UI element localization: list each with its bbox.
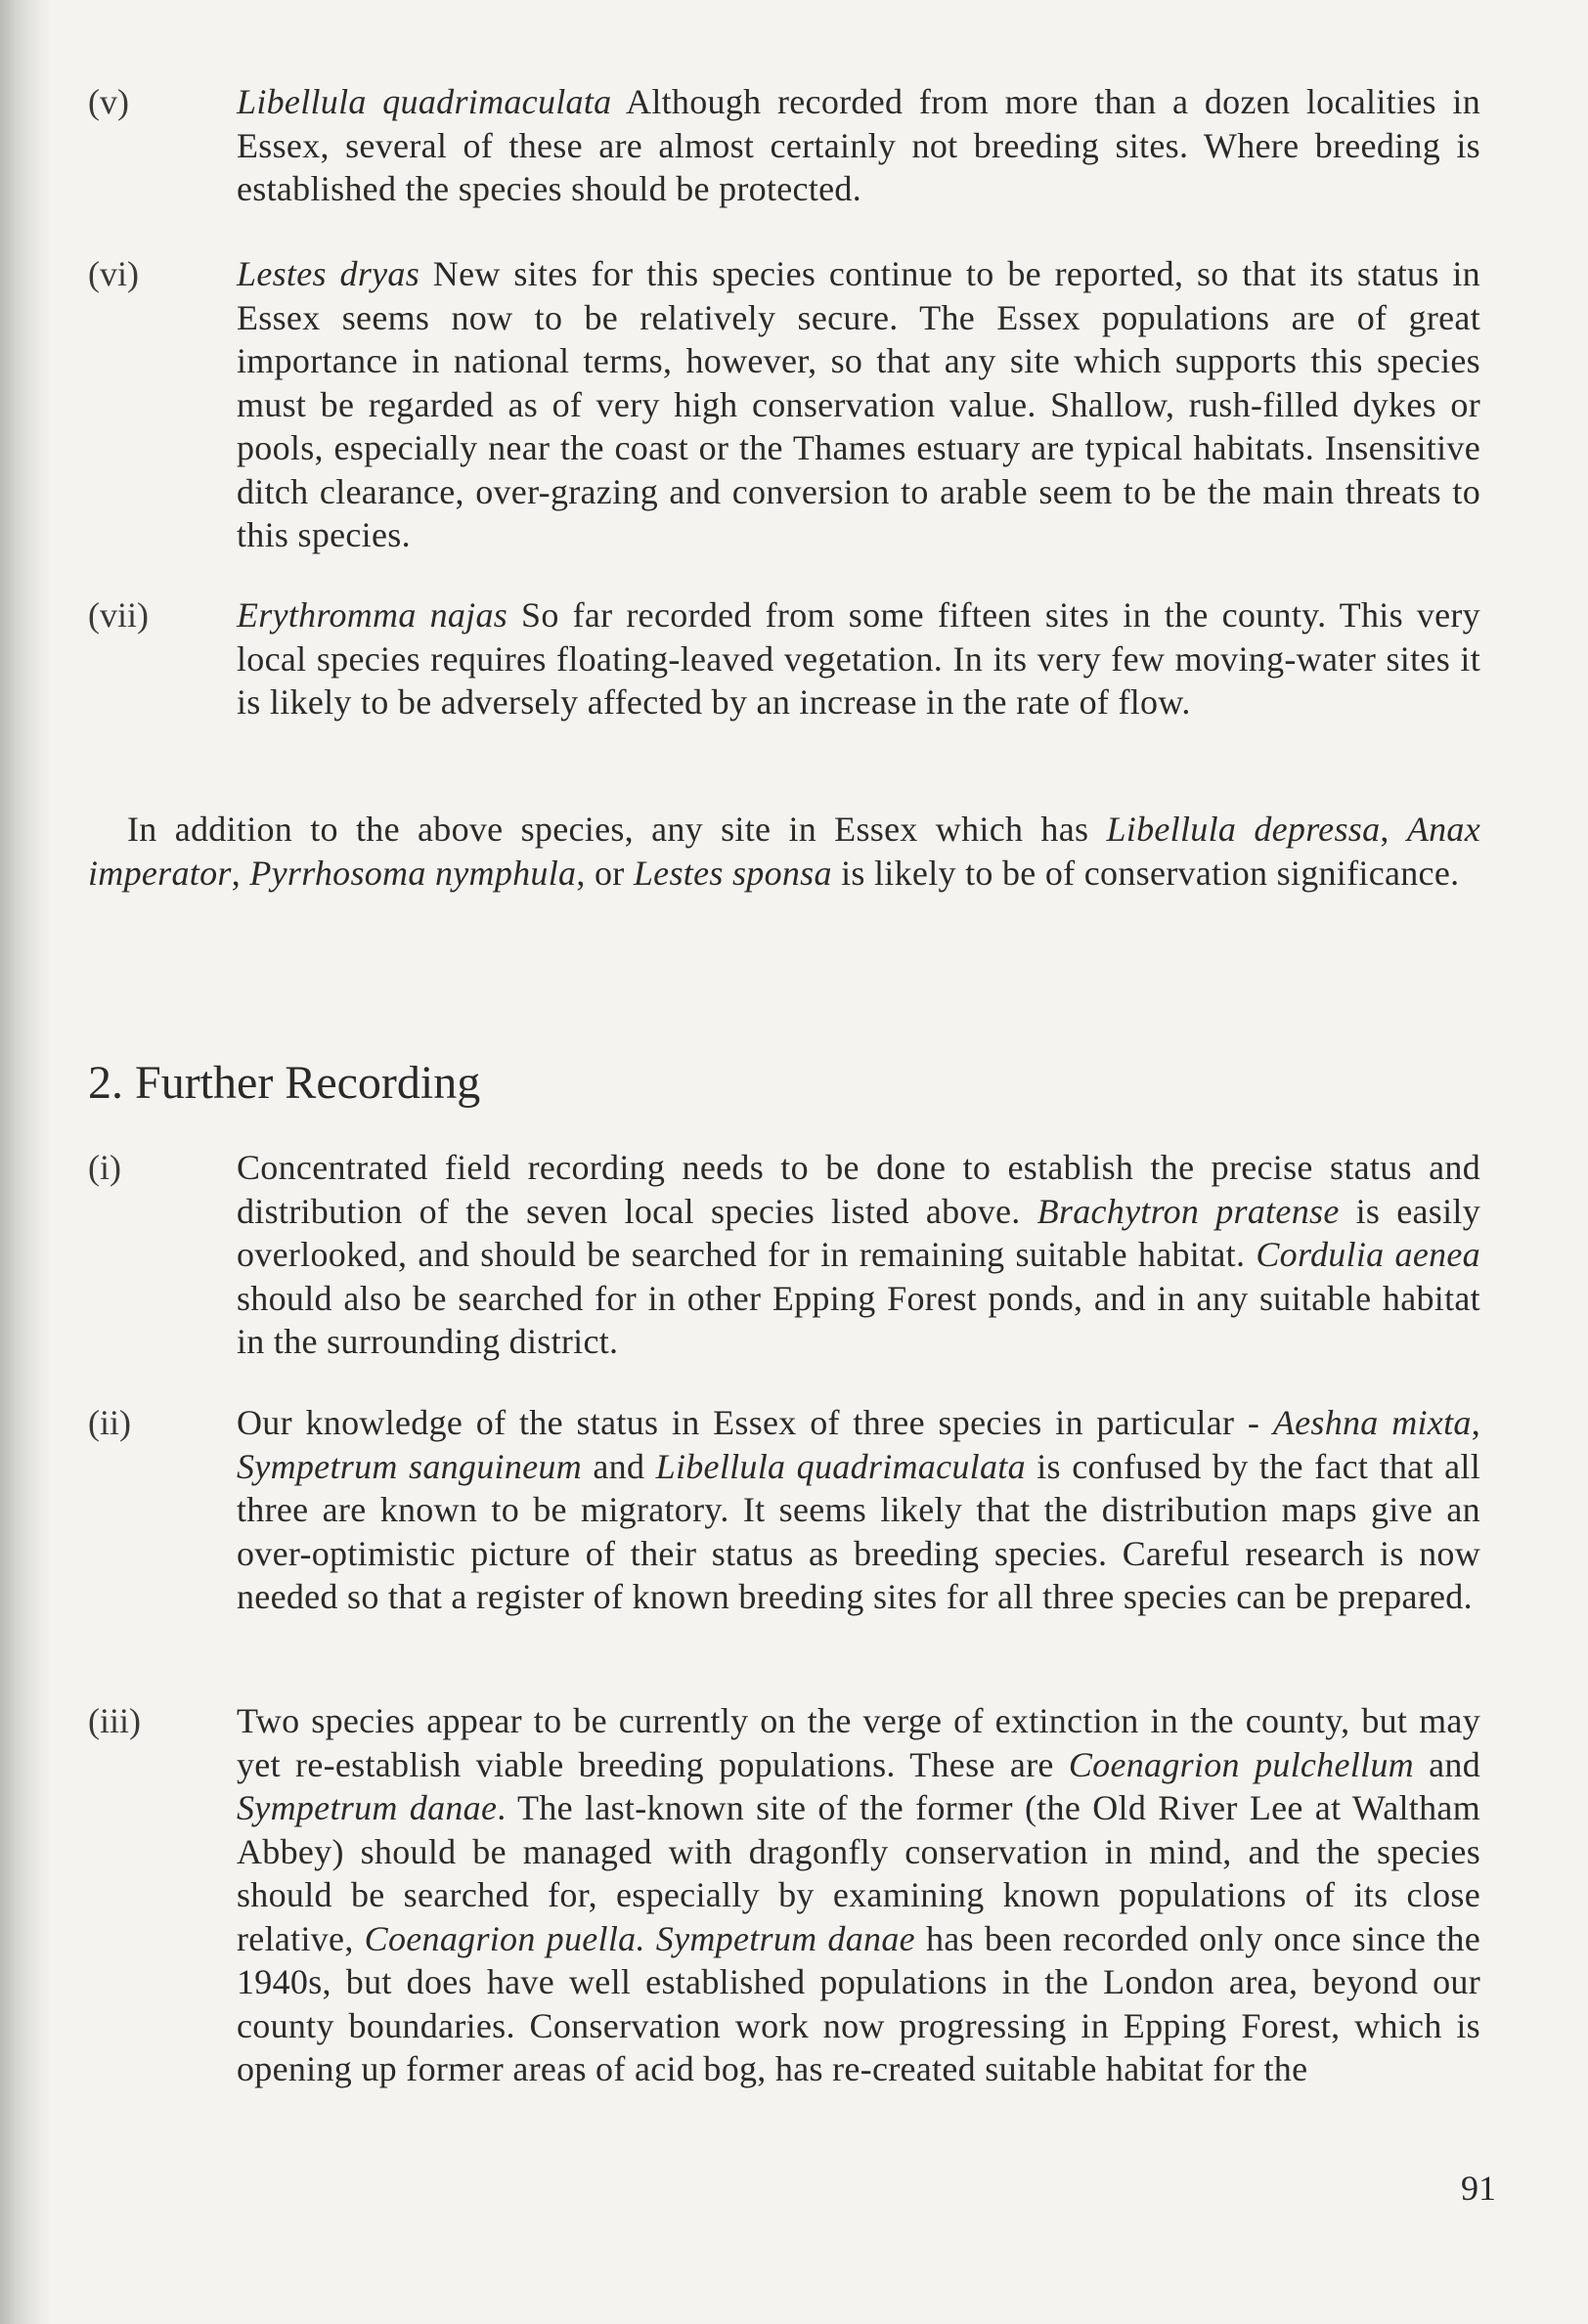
species-name: Cordulia aenea: [1256, 1235, 1480, 1274]
species-name: Aeshna mixta: [1272, 1403, 1472, 1442]
text-run: or: [594, 853, 625, 893]
item-text: Two species appear to be currently on the verge of extinction in the county, but may yet re-establish viable breeding populations. These are Coenagrion pulchellum and Sympetrum danae. The last-known site of the former (the Old River Lee at Waltham Abbey) should be managed with dragonfly conservation in mind, and the species should be searched for, especially by examining known populations of its close relative, Coenagrion puella. Sympetrum danae has been recorded only once since the 1940s, but does have well established populations in the London area, beyond our county boundaries. Conservation work now progressing in Epping Forest, which is opening up former areas of acid bog, has re-created suitable habitat for the: [237, 1701, 1481, 2088]
text-run: should also be searched for in other Epping Forest ponds, and in any suitable habitat in the surrounding district.: [237, 1278, 1480, 1361]
species-name: Coenagrion puella.: [364, 1918, 645, 1958]
text-run: is confused by the fact that all three are known to be migratory. It seems likely that the distribution maps give an over-optimistic picture of their status as breeding species. Careful research is now needed so that a register of known breeding sites for all three species can be prepared.: [237, 1446, 1480, 1616]
species-name: Pyrrhosoma nymphula: [249, 853, 577, 893]
item-text: [237, 593, 1480, 724]
species-name: Sympetrum danae: [237, 1788, 498, 1827]
species-name: Anax imperator: [88, 810, 1480, 893]
item-text: [237, 1146, 1480, 1364]
species-name: Sympetrum danae: [655, 1918, 915, 1958]
addition-paragraph: In addition to the above species, any site in Essex which has Libellula depressa, Anax imperator, Pyrrhosoma nymphula, or Lestes sponsa is likely to be of conservation significance.: [88, 810, 1480, 893]
item-text: Our knowledge of the status in Essex of three species in particular - Aeshna mixta, Sympetrum sanguineum and Libellula quadrimaculata is confused by the fact that all three are known to be migratory. It seems likely that the distribution maps give an over-optimistic picture of their status as breeding species. Careful research is now needed so that a register of known breeding sites for all three species can be prepared.: [237, 1403, 1480, 1616]
item-body: So far recorded from some fifteen sites in the county. This very local species requires floating-leaved vegetation. In its very few moving-water sites it is likely to be adversely affected by an increase in the rate of flow.: [237, 595, 1480, 722]
species-name: Libellula quadrimaculata: [237, 82, 612, 121]
text-run: and: [593, 1446, 645, 1486]
item-number: (v): [88, 82, 129, 121]
recording-item-i: [88, 1146, 1496, 1364]
species-name: Libellula quadrimaculata: [655, 1446, 1026, 1486]
species-name: Erythromma najas: [237, 595, 508, 635]
item-number: (iii): [88, 1701, 141, 1740]
text-run: Concentrated field recording needs to be done to establish the precise status and distribution of the seven local species listed above.: [237, 1148, 1480, 1231]
text-run: In addition to the above species, any site in Essex which has: [127, 810, 1089, 849]
species-name: Coenagrion pulchellum: [1068, 1744, 1414, 1784]
section-heading: 2. Further Recording: [88, 1057, 481, 1109]
species-name: Sympetrum sanguineum: [237, 1446, 583, 1486]
species-name: Lestes sponsa: [633, 853, 832, 893]
item-number: (vi): [88, 254, 139, 293]
page-number: 91: [1461, 2169, 1496, 2208]
text-run: is likely to be of conservation significance.: [841, 853, 1460, 893]
text-run: is easily overlooked, and should be searched for in remaining suitable habitat.: [237, 1191, 1480, 1274]
item-body: New sites for this species continue to be reported, so that its status in Essex seems now to be relatively secure. The Essex populations are of great importance in national terms, however, so that any site which supports this species must be regarded as of very high conservation value. Shallow, rush-filled dykes or pools, especially near the coast or the Thames estuary are typical habitats. Insensitive ditch clearance, over-grazing and conversion to arable seem to be the main threats to this species.: [237, 254, 1480, 554]
text-run: Our knowledge of the status in Essex of three species in particular -: [237, 1403, 1260, 1442]
text-run: Two species appear to be currently on the verge of extinction in the county, but may yet re-establish viable breeding populations. These are: [237, 1701, 1480, 1784]
recording-item-ii: [88, 1401, 1496, 1619]
item-text: [237, 252, 1480, 557]
item-number: (i): [88, 1148, 121, 1187]
recording-item-iii: [88, 1699, 1496, 2091]
item-number: (ii): [88, 1403, 131, 1442]
text-run: has been recorded only once since the 1940s, but does have well established populations in the London area, beyond our county boundaries. Conservation work now progressing in Epping Forest, which is opening up former areas of acid bog, has re-created suitable habitat for the: [237, 1918, 1481, 2088]
species-name: Libellula depressa: [1106, 810, 1381, 849]
item-text: [237, 80, 1480, 211]
item-number: (vii): [88, 595, 149, 635]
species-name: Lestes dryas: [237, 254, 420, 293]
list-item-v: [88, 80, 1496, 211]
item-body: Although recorded from more than a dozen localities in Essex, several of these are almost certainly not breeding sites. Where breeding is established the species should be protected.: [237, 82, 1480, 208]
text-run: and: [1429, 1744, 1480, 1784]
text-run: The last-known site of the former (the Old River Lee at Waltham Abbey) should be managed with dragonfly conservation in mind, and the species should be searched for, especially by examining known populations of its close relative,: [237, 1788, 1480, 1958]
list-item-vi: [88, 252, 1496, 557]
species-name: Brachytron pratense: [1037, 1191, 1340, 1231]
list-item-vii: [88, 593, 1496, 724]
